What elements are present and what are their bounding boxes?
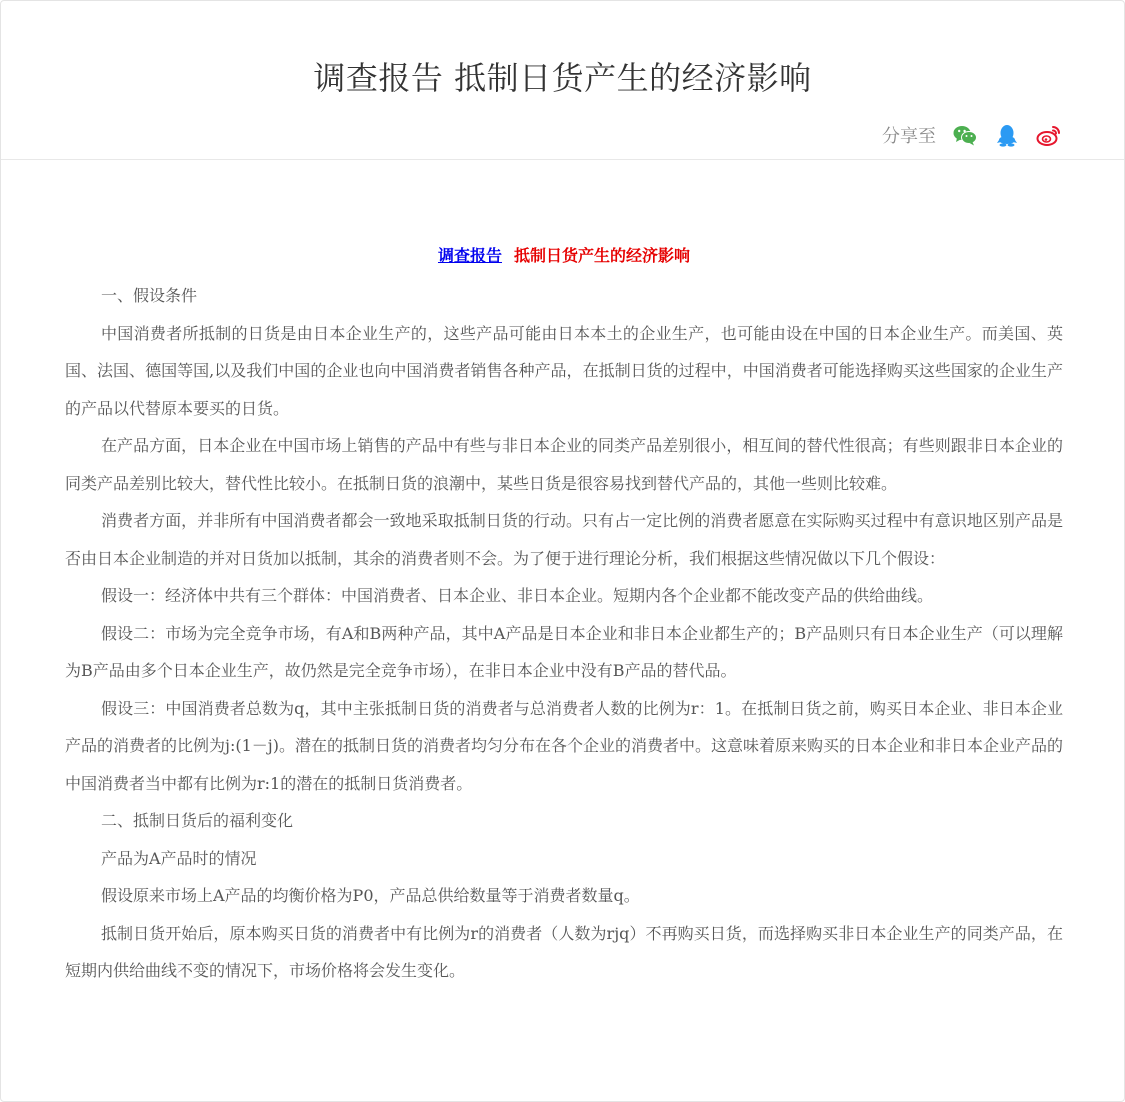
paragraph: 中国消费者所抵制的日货是由日本企业生产的，这些产品可能由日本本土的企业生产，也可能由设在中国的日本企业生产。而美国、英国、法国、德国等国,以及我们中国的企业也向中国消费者销售各种产品，在抵制日货的过程中，中国消费者可能选择购买这些国家的企业生产的产品以代替原本要买的日货。 [65, 323, 1063, 418]
document-heading [65, 241, 1063, 271]
paragraph: 假设原来市场上A产品的均衡价格为P0，产品总供给数量等于消费者数量q。 [101, 886, 640, 905]
article-body [65, 241, 1063, 990]
wechat-icon[interactable] [952, 122, 978, 148]
weibo-icon[interactable] [1036, 122, 1062, 148]
paragraph: 在产品方面，日本企业在中国市场上销售的产品中有些与非日本企业的同类产品差别很小，相互间的替代性很高；有些则跟非日本企业的同类产品差别比较大，替代性比较小。在抵制日货的浪潮中，某些日货是很容易找到替代产品的，其他一些则比较难。 [65, 436, 1063, 493]
page-title: 调查报告 抵制日货产生的经济影响 [313, 59, 812, 97]
share-label: 分享至 [882, 126, 936, 147]
paragraph: 抵制日货开始后，原本购买日货的消费者中有比例为r的消费者（人数为rjq）不再购买日货，而选择购买非日本企业生产的同类产品，在短期内供给曲线不变的情况下，市场价格将会发生变化。 [65, 923, 1063, 980]
share-bar [882, 122, 1062, 148]
heading-link[interactable]: 调查报告 [437, 246, 502, 265]
heading-red-text: 抵制日货产生的经济影响 [514, 246, 691, 265]
paragraph: 假设二：市场为完全竞争市场，有A和B两种产品，其中A产品是日本企业和非日本企业都生产的；B产品则只有日本企业生产（可以理解为B产品由多个日本企业生产，故仍然是完全竞争市场），在非日本企业中没有B产品的替代品。 [65, 623, 1063, 680]
paragraph: 一、假设条件 [101, 286, 198, 305]
paragraph: 假设三：中国消费者总数为q，其中主张抵制日货的消费者与总消费者人数的比例为r：1。在抵制日货之前，购买日本企业、非日本企业产品的消费者的比例为j:(1－j)。潜在的抵制日货的消费者均匀分布在各个企业的消费者中。这意味着原来购买的日本企业和非日本企业产品的中国消费者当中都有比例为r:1的潜在的抵制日货消费者。 [65, 698, 1063, 793]
paragraph: 二、抵制日货后的福利变化 [101, 811, 294, 830]
paragraph: 假设一：经济体中共有三个群体：中国消费者、日本企业、非日本企业。短期内各个企业都不能改变产品的供给曲线。 [101, 586, 934, 605]
paragraph: 产品为A产品时的情况 [101, 848, 257, 868]
article-header [1, 1, 1124, 160]
qq-icon[interactable] [994, 122, 1020, 148]
paragraph: 消费者方面，并非所有中国消费者都会一致地采取抵制日货的行动。只有占一定比例的消费者愿意在实际购买过程中有意识地区别产品是否由日本企业制造的并对日货加以抵制，其余的消费者则不会。为了便于进行理论分析，我们根据这些情况做以下几个假设： [65, 511, 1063, 568]
